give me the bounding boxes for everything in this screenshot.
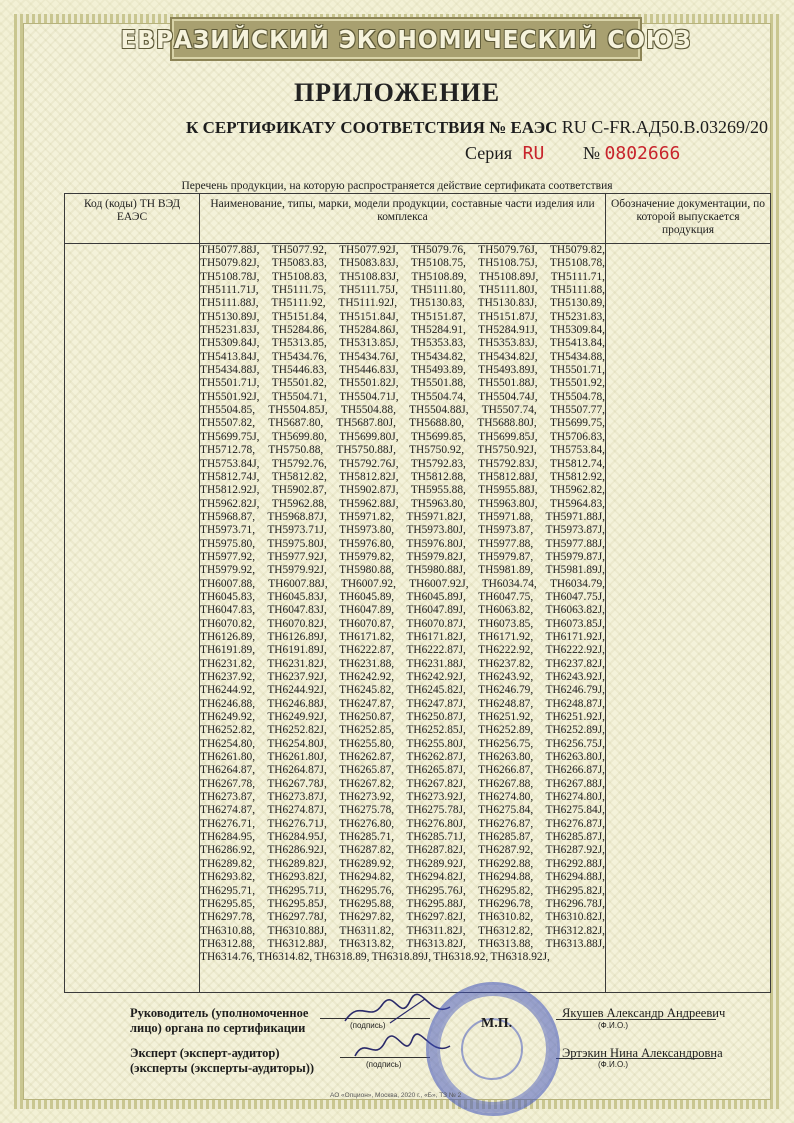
- series-line: [465, 143, 680, 164]
- number-label: №: [582, 143, 601, 163]
- expert-fio-caption: (Ф.И.О.): [598, 1060, 629, 1069]
- expert-fio-line: [556, 1058, 716, 1059]
- document-title: ПРИЛОЖЕНИЕ: [293, 78, 501, 107]
- form-number: 0802666: [604, 143, 681, 164]
- stamp-place-label: М.П.: [481, 1016, 513, 1031]
- models-cell: [200, 244, 606, 993]
- expert-label-2: (эксперты (эксперты-аудиторы)): [130, 1061, 315, 1075]
- certificate-prefix: К СЕРТИФИКАТУ СООТВЕТСТВИЯ № ЕАЭС: [186, 118, 558, 137]
- series-label: Серия: [465, 143, 513, 163]
- table-header-row: [65, 194, 771, 244]
- codes-cell: [65, 244, 200, 993]
- table-caption: Перечень продукции, на которую распространяется действие сертификата соответствия: [181, 180, 613, 192]
- model-list: TH5077.88J, TH5077.92, TH5077.92J, TH5079.76, TH5079.76J, TH5079.82, TH5079.82J, TH5083.83, TH5083.83J, TH5108.75, TH5108.75J, TH5108.78, TH5108.78J, TH5108.83, TH5108.83J, TH5108.89, TH5108.89J, TH5111.71, TH5111.71J, TH5111.75, TH5111.75J, TH5111.80, TH5111.80J, TH5111.88, TH5111.88J, TH5111.92, TH5111.92J, TH5130.83, TH5130.83J, TH5130.89, TH5130.89J, TH5151.84, TH5151.84J, TH5151.87, TH5151.87J, TH5231.83, TH5231.83J, TH5284.86, TH5284.86J, TH5284.91, TH5284.91J, TH5309.84, TH5309.84J, TH5313.85, TH5313.85J, TH5353.83, TH5353.83J, TH5413.84, TH5413.84J, TH5434.76, TH5434.76J, TH5434.82, TH5434.82J, TH5434.88, TH5434.88J, TH5446.83, TH5446.83J, TH5493.89, TH5493.89J, TH5501.71, TH5501.71J, TH5501.82, TH5501.82J, TH5501.88, TH5501.88J, TH5501.92, TH5501.92J, TH5504.71, TH5504.71J, TH5504.74, TH5504.74J, TH5504.78, TH5504.85, TH5504.85J, TH5504.88, TH5504.88J, TH5507.74, TH5507.77, TH5507.82, TH5687.80, TH5687.80J, TH5688.80, TH5688.80J, TH5699.75, TH5699.75J, TH5699.80, TH5699.80J, TH5699.85, TH5699.85J, TH5706.83, TH5712.78, TH5750.88, TH5750.88J, TH5750.92, TH5750.92J, TH5753.84, TH5753.84J, TH5792.76, TH5792.76J, TH5792.83, TH5792.83J, TH5812.74, TH5812.74J, TH5812.82, TH5812.82J, TH5812.88, TH5812.88J, TH5812.92, TH5812.92J, TH5902.87, TH5902.87J, TH5955.88, TH5955.88J, TH5962.82, TH5962.82J, TH5962.88, TH5962.88J, TH5963.80, TH5963.80J, TH5964.83, TH5968.87, TH5968.87J, TH5971.82, TH5971.82J, TH5971.88, TH5971.88J, TH5973.71, TH5973.71J, TH5973.80, TH5973.80J, TH5973.87, TH5973.87J, TH5975.80, TH5975.80J, TH5976.80, TH5976.80J, TH5977.88, TH5977.88J, TH5977.92, TH5977.92J, TH5979.82, TH5979.82J, TH5979.87, TH5979.87J, TH5979.92, TH5979.92J, TH5980.88, TH5980.88J, TH5981.89, TH5981.89J, TH6007.88, TH6007.88J, TH6007.92, TH6007.92J, TH6034.74, TH6034.79, TH6045.83, TH6045.83J, TH6045.89, TH6045.89J, TH6047.75, TH6047.75J, TH6047.83, TH6047.83J, TH6047.89, TH6047.89J, TH6063.82, TH6063.82J, TH6070.82, TH6070.82J, TH6070.87, TH6070.87J, TH6073.85, TH6073.85J, TH6126.89, TH6126.89J, TH6171.82, TH6171.82J, TH6171.92, TH6171.92J, TH6191.89, TH6191.89J, TH6222.87, TH6222.87J, TH6222.92, TH6222.92J, TH6231.82, TH6231.82J, TH6231.88, TH6231.88J, TH6237.82, TH6237.82J, TH6237.92, TH6237.92J, TH6242.92, TH6242.92J, TH6243.92, TH6243.92J, TH6244.92, TH6244.92J, TH6245.82, TH6245.82J, TH6246.79, TH6246.79J, TH6246.88, TH6246.88J, TH6247.87, TH6247.87J, TH6248.87, TH6248.87J, TH6249.92, TH6249.92J, TH6250.87, TH6250.87J, TH6251.92, TH6251.92J, TH6252.82, TH6252.82J, TH6252.85, TH6252.85J, TH6252.89, TH6252.89J, TH6254.80, TH6254.80J, TH6255.80, TH6255.80J, TH6256.75, TH6256.75J, TH6261.80, TH6261.80J, TH6262.87, TH6262.87J, TH6263.80, TH6263.80J, TH6264.87, TH6264.87J, TH6265.87, TH6265.87J, TH6266.87, TH6266.87J, TH6267.78, TH6267.78J, TH6267.82, TH6267.82J, TH6267.88, TH6267.88J, TH6273.87, TH6273.87J, TH6273.92, TH6273.92J, TH6274.80, TH6274.80J, TH6274.87, TH6274.87J, TH6275.78, TH6275.78J, TH6275.84, TH6275.84J, TH6276.71, TH6276.71J, TH6276.80, TH6276.80J, TH6276.87, TH6276.87J, TH6284.95, TH6284.95J, TH6285.71, TH6285.71J, TH6285.87, TH6285.87J, TH6286.92, TH6286.92J, TH6287.82, TH6287.82J, TH6287.92, TH6287.92J, TH6289.82, TH6289.82J, TH6289.92, TH6289.92J, TH6292.88, TH6292.88J, TH6293.82, TH6293.82J, TH6294.82, TH6294.82J, TH6294.88, TH6294.88J, TH6295.71, TH6295.71J, TH6295.76, TH6295.76J, TH6295.82, TH6295.82J, TH6295.85, TH6295.85J, TH6295.88, TH6295.88J, TH6296.78, TH6296.78J, TH6297.78, TH6297.78J, TH6297.82, TH6297.82J, TH6310.82, TH6310.82J, TH6310.88, TH6310.88J, TH6311.82, TH6311.82J, TH6312.82, TH6312.82J, TH6312.88, TH6312.88J, TH6313.82, TH6313.82J, TH6313.88, TH6313.88J, TH6314.76, TH6314.82, TH6318.89, TH6318.89J, TH6318.92, TH6318.92J,: [200, 244, 605, 964]
- head-label-1: Руководитель (уполномоченное: [130, 1006, 309, 1020]
- docs-cell: [606, 244, 771, 993]
- union-banner: [120, 17, 692, 61]
- expert-sign-caption: (подпись): [366, 1060, 402, 1069]
- banner-text: ЕВРАЗИЙСКИЙ ЭКОНОМИЧЕСКИЙ СОЮЗ: [120, 24, 692, 54]
- head-sign-caption: (подпись): [350, 1021, 386, 1030]
- table-row: [65, 244, 771, 993]
- expert-name: Эртэкин Нина Александровна: [562, 1046, 723, 1060]
- certificate-number: RU C-FR.АД50.В.03269/20: [561, 117, 769, 137]
- series-code: RU: [522, 143, 545, 164]
- head-label-2: лицо) органа по сертификации: [130, 1021, 306, 1035]
- printer-footer: АО «Опцион», Москва, 2020 г., «Б», ТЗ № 2: [330, 1092, 462, 1099]
- expert-label-1: Эксперт (эксперт-аудитор): [130, 1046, 280, 1060]
- header-names: Наименование, типы, марки, модели продукции, составные части изделия или комплекса: [200, 194, 606, 244]
- products-table: [64, 193, 771, 993]
- certificate-line: [186, 117, 768, 138]
- header-codes: Код (коды) ТН ВЭД ЕАЭС: [65, 194, 200, 244]
- head-fio-line: [556, 1019, 716, 1020]
- header-docs: Обозначение документации, по которой выпускается продукция: [606, 194, 771, 244]
- head-name: Якушев Александр Андреевич: [562, 1006, 726, 1020]
- head-fio-caption: (Ф.И.О.): [598, 1021, 629, 1030]
